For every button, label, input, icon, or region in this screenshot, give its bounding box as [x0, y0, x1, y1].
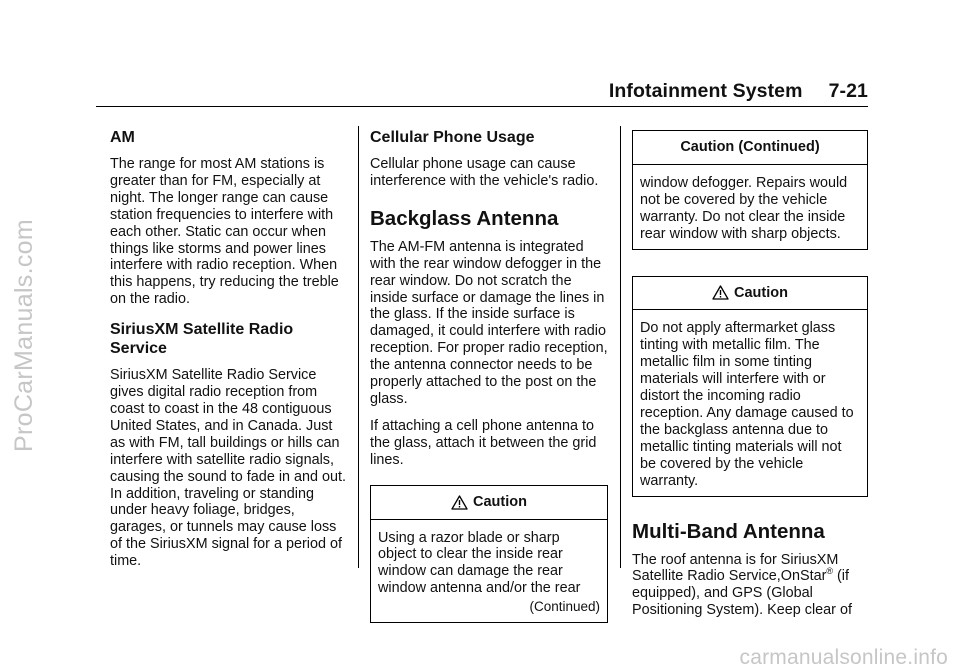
- multiband-paragraph: [632, 552, 868, 620]
- caution-header-2: [633, 277, 867, 311]
- caution-box-1: [370, 485, 608, 623]
- column-2: [370, 120, 608, 647]
- bottom-watermark: carmanualsonline.info: [739, 646, 948, 669]
- caution-continued-text: window defogger. Repairs would not be covered by the vehicle warranty. Do not clear the inside rear window with sharp objects.: [640, 174, 848, 242]
- warning-triangle-icon: [451, 495, 468, 510]
- page-header: [609, 80, 868, 103]
- header-rule: [96, 106, 868, 107]
- continued-label: (Continued): [529, 599, 600, 615]
- section-title: Infotainment System: [608, 80, 803, 102]
- backglass-heading: Backglass Antenna: [370, 206, 559, 230]
- registered-mark: ®: [826, 566, 834, 577]
- caution-continued-body: [633, 165, 867, 249]
- caution-body-2: [633, 310, 867, 495]
- warning-triangle-icon: [712, 285, 729, 300]
- caution-title: Caution: [473, 493, 527, 510]
- caution-box-2: [632, 276, 868, 497]
- backglass-paragraph-1: The AM-FM antenna is integrated with the rear window defogger in the rear window. Do not scratch the inside surface or damage the lines in the glass. If the inside surface is damaged, it could interfere with radio reception. For proper radio reception, the antenna connector needs to be properly attached to the post on the glass.: [370, 238, 608, 407]
- multiband-text-start: The roof antenna is for SiriusXM Satellite Radio Service,OnStar: [632, 551, 839, 585]
- side-watermark: [2, 140, 46, 530]
- caution-box-continued: [632, 130, 868, 250]
- caution-text-2: Do not apply aftermarket glass tinting with metallic film. The metallic film in some tinting materials will interfere with or distort the incoming radio reception. Any damage caused to the backglass antenna due to metallic tinting materials will not be covered by the vehicle warranty.: [640, 320, 854, 489]
- caution-continued-header: [633, 131, 867, 165]
- sirius-paragraph: SiriusXM Satellite Radio Service gives digital radio reception from coast to coast in the 48 contiguous United States, and in Canada. Just as with FM, tall buildings or hills can interfere with satellite radio signals, causing the sound to fade in and out. In addition, traveling or standing under heavy foliage, bridges, garages, or tunnels may cause loss of the SiriusXM signal for a period of time.: [110, 367, 347, 570]
- multiband-heading: Multi-Band Antenna: [632, 519, 825, 543]
- caution-title-2: Caution: [734, 284, 788, 301]
- am-paragraph: The range for most AM stations is greater than for FM, especially at night. The longer range can cause station frequencies to interfere with each other. Static can occur when things like storms and power lines interfere with radio reception. When this happens, try reducing the treble on the radio.: [110, 156, 339, 308]
- backglass-paragraph-2: If attaching a cell phone antenna to the glass, attach it between the grid lines.: [370, 417, 597, 468]
- column-divider-2: [620, 126, 621, 568]
- caution-header: [371, 486, 607, 520]
- am-heading: AM: [110, 129, 135, 146]
- caution-body: [371, 520, 607, 623]
- column-divider-1: [358, 126, 359, 568]
- caution-continued-title: Caution (Continued): [680, 139, 820, 155]
- cellular-heading: Cellular Phone Usage: [370, 129, 535, 146]
- sirius-heading: SiriusXM Satellite Radio Service: [110, 321, 294, 358]
- multiband-text-end: (if equipped), and GPS (Global Positioning System). Keep clear of: [632, 568, 852, 619]
- caution-text: Using a razor blade or sharp object to clear the inside rear window can damage the rear window antenna and/or the rear: [378, 529, 581, 597]
- side-watermark-text: ProCarManuals.com: [9, 218, 38, 452]
- column-1: [110, 120, 350, 580]
- page-number: 7-21: [828, 80, 868, 102]
- cellular-paragraph: Cellular phone usage can cause interference with the vehicle's radio.: [370, 156, 599, 189]
- column-3: [632, 130, 868, 629]
